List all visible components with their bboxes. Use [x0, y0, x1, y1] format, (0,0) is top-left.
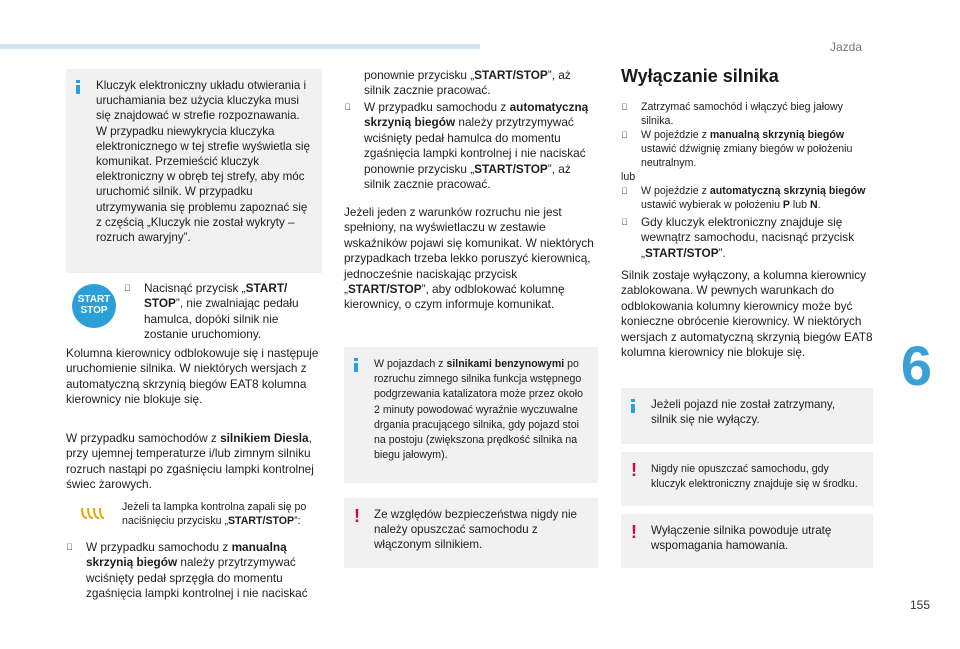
- warning-safety-text: Ze względów bezpieczeństwa nigdy nie należy opuszczać samochodu z włączonym silnikiem.: [374, 508, 578, 552]
- warning-box-key-inside: [621, 452, 873, 506]
- list-item: W pojeździe z manualną skrzynią biegów ustawić dźwignię zmiany biegów w położeniu neutralnym.: [641, 129, 853, 169]
- paragraph-engine-off: Silnik zostaje wyłączony, a kolumna kierownicy zablokowana. W pewnych warunkach do odblokowania kolumny kierownicy może być konieczne obrócenie kierownicy. W niektórych wersjach z automatyczną skrzynią biegów EAT8 kolumna kierownicy nie blokuje się.: [621, 268, 873, 360]
- list-item: W pojeździe z automatyczną skrzynią biegów ustawić wybierak w położeniu P lub N.: [641, 185, 866, 211]
- page-number: 155: [909, 598, 930, 612]
- info-icon: [76, 80, 80, 94]
- info-box-not-stopped: [621, 388, 873, 444]
- list-item: W przypadku samochodu z manualną skrzynią biegów należy przytrzymywać wciśnięty pedał sprzęgła do momentu zgaśnięcia lampki kontrolnej i nie naciskać: [86, 540, 308, 601]
- list-item: Nacisnąć przycisk „START/ STOP”, nie zwalniając pedału hamulca, dopóki silnik nie zostanie uruchomiony.: [144, 281, 299, 342]
- warning-icon: !: [631, 522, 637, 542]
- warning-icon: !: [631, 460, 637, 480]
- warning-box-safety: [344, 498, 598, 568]
- warning-key-inside-text: Nigdy nie opuszczać samochodu, gdy kluczyk elektroniczny znajduje się w środku.: [651, 463, 858, 491]
- info-box-petrol: [344, 347, 598, 483]
- step-continuation: ponownie przycisku „START/STOP”, aż silnik zacznie pracować.: [364, 68, 571, 98]
- info-key-text: Kluczyk elektroniczny układu otwierania i uruchamiania bez użycia kluczyka musi się znajdować w strefie rozpoznawania. W przypadku niewykrycia kluczyka elektronicznego w tej strefie wyświetla się komunikat. Przemieścić kluczyk elektroniczny w obręb tej strefy, aby móc uruchomić silnik. W przypadku utrzymywania się problemu zapoznać się z częścią „Kluczyk nie został wykryty – rozruch awaryjny”.: [96, 79, 310, 245]
- info-not-stopped-text: Jeżeli pojazd nie został zatrzymany, silnik się nie wyłączy.: [651, 398, 836, 427]
- stop-steps: [621, 100, 875, 212]
- section-title: Jazda: [829, 40, 862, 54]
- step-press-start: [124, 281, 324, 343]
- header-bar: [0, 44, 480, 49]
- paragraph-conditions: Jeżeli jeden z warunków rozruchu nie jest spełniony, na wyświetlaczu w zestawie wskaźników pojawi się komunikat. W niektórych przypadkach trzeba lekko poruszyć kierownicą, jednocześnie naciskając przycisk „START/STOP”, aby odblokować kolumnę kierownicy, o czym informuje komunikat.: [344, 205, 594, 312]
- or-label: lub: [621, 171, 636, 183]
- info-box-key: [66, 69, 322, 273]
- start-stop-icon: [72, 284, 116, 328]
- list-item: Gdy kluczyk elektroniczny znajduje się wewnątrz samochodu, nacisnąć przycisk „START/STOP”.: [641, 215, 855, 260]
- glow-plug-text: Jeżeli ta lampka kontrolna zapali się po naciśnięciu przycisku „START/STOP”:: [122, 501, 307, 527]
- warning-brake-assist-text: Wyłączenie silnika powoduje utratę wspomagania hamowania.: [651, 524, 832, 553]
- info-petrol-text: W pojazdach z silnikami benzynowymi po rozruchu zimnego silnika funkcja wstępnego podgrzewania katalizatora może przez około 2 minuty powodować wyraźnie wyczuwalne drgania pracującego silnika, gdy pojazd stoi na postoju (zwiększona prędkość silnika na biegu jałowym).: [374, 358, 584, 462]
- warning-box-brake-assist: [621, 514, 873, 568]
- glow-plug-icon: [80, 504, 106, 520]
- step-manual-gearbox: [66, 540, 324, 602]
- paragraph-column-unlock: Kolumna kierownicy odblokowuje się i następuje uruchomienie silnika. W niektórych wersjach z automatyczną skrzynią biegów EAT8 kolumna kierownicy nie blokuje się.: [66, 346, 319, 407]
- chapter-number: 6: [900, 334, 932, 397]
- warning-icon: !: [354, 506, 360, 526]
- step-automatic-gearbox: [344, 100, 594, 192]
- info-icon: [354, 358, 358, 372]
- paragraph-diesel: W przypadku samochodów z silnikiem Diesla, przy ujemnej temperaturze i/lub zimnym silniku rozruch nastąpi po zgaśnięciu lampki kontrolnej świec żarowych.: [66, 431, 314, 492]
- step-press-stop: [621, 215, 875, 261]
- section-heading: Wyłączanie silnika: [621, 66, 779, 86]
- list-item: Zatrzymać samochód i włączyć bieg jałowy silnika.: [641, 101, 843, 127]
- list-item: W przypadku samochodu z automatyczną skrzynią biegów należy przytrzymywać wciśnięty pedał hamulca do momentu zgaśnięcia lampki kontrolnej i nie naciskać ponownie przycisku „START/STOP”, aż silnik zacznie pracować.: [364, 100, 589, 192]
- start-stop-icon-label: START STOP: [77, 294, 111, 316]
- info-icon: [631, 399, 635, 413]
